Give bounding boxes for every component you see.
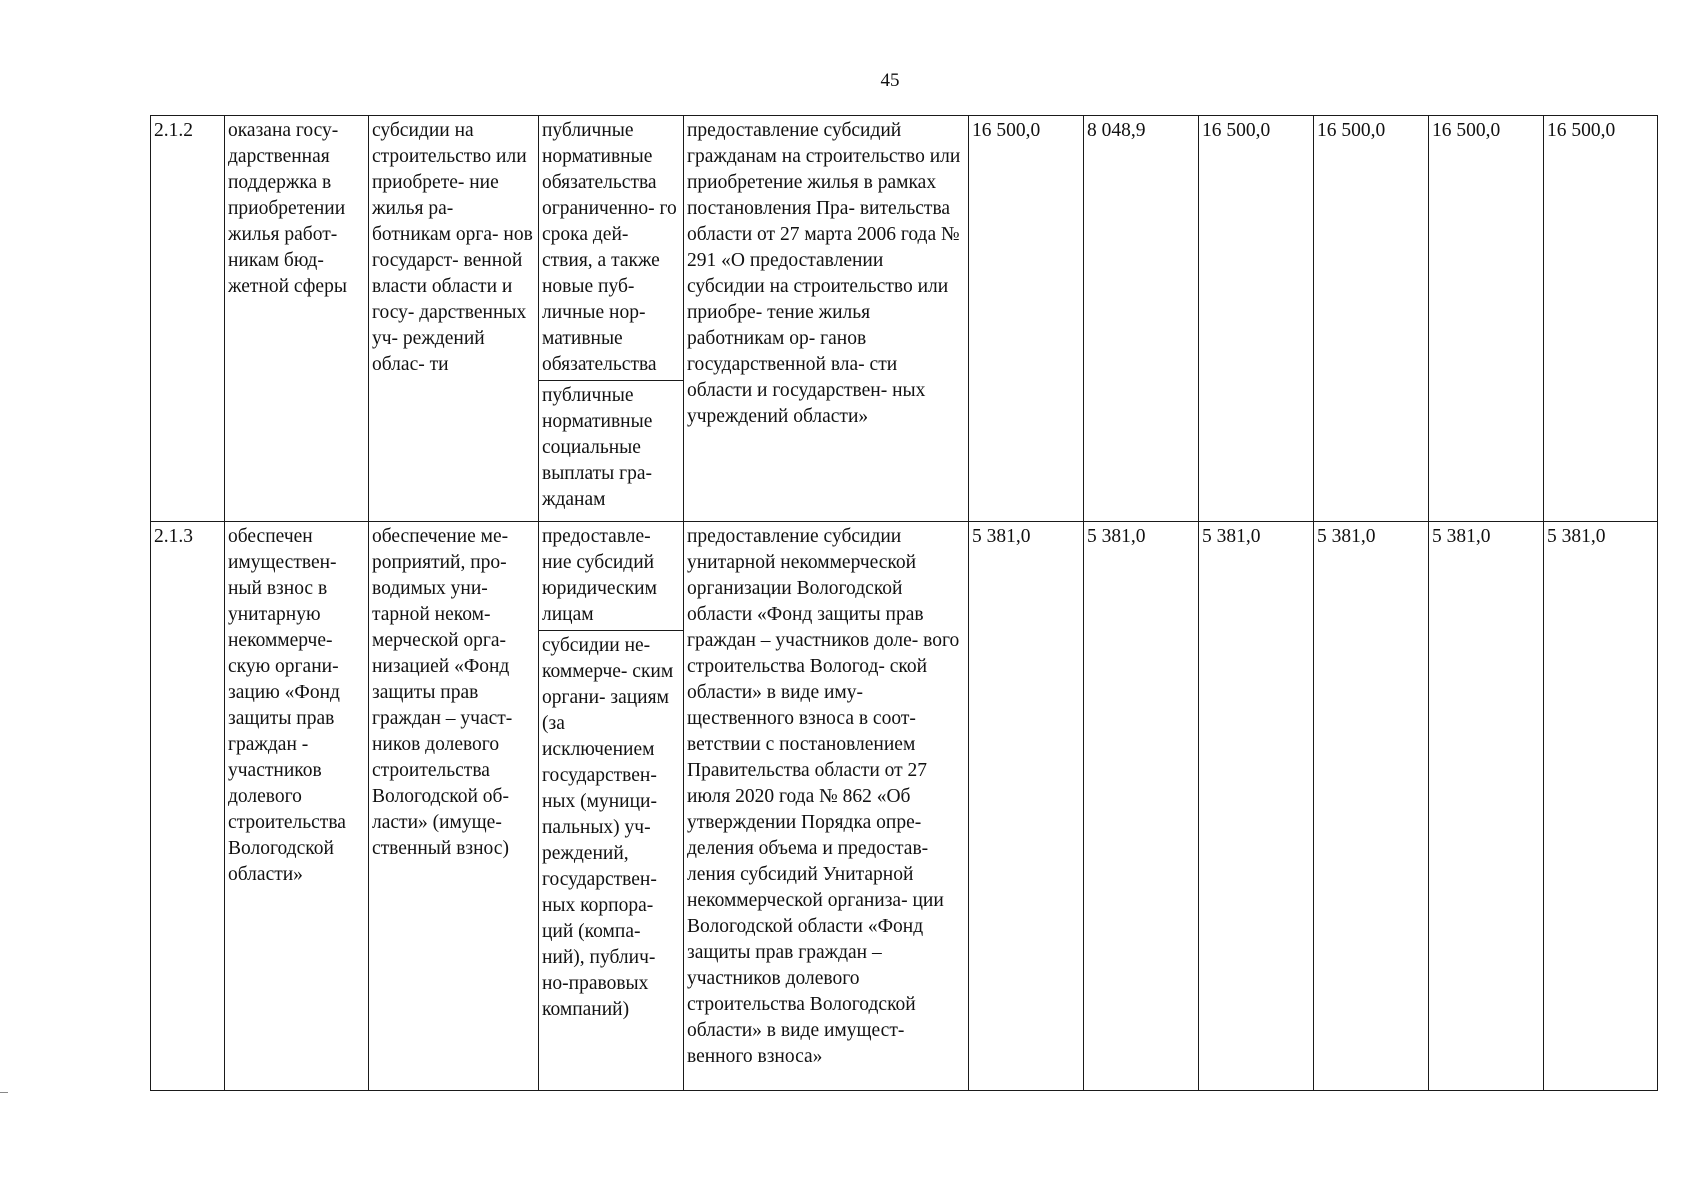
measure-cell: обеспечение ме- роприятий, про- водимых уни- тарной неком- мерческой орга- низацией «Фонд защиты прав граждан – участ- ников долевого строительства Вологодской об- ласти» (имуще- ственный взнос) (369, 521, 539, 1090)
table-row (151, 521, 1658, 630)
legal-basis-cell: предоставление субсидий гражданам на строительство или приобретение жилья в рамках постановления Пра- вительства области от 27 марта 2006 года № 291 «О предоставлении субсидии на строительство или приобре- тение жилья работникам ор- ганов государственной вла- сти области и государствен- ных учреждений области» (684, 116, 969, 522)
value-cell: 16 500,0 (1199, 116, 1314, 522)
result-cell: оказана госу- дарственная поддержка в приобретении жилья работ- никам бюд- жетной сферы (225, 116, 369, 522)
value-cell: 5 381,0 (1544, 521, 1658, 1090)
value-cell: 5 381,0 (1314, 521, 1429, 1090)
expense-type-cell: публичные нормативные обязательства ограниченно- го срока дей- ствия, а также новые пуб- личные нор- мативные обязательства (539, 116, 684, 381)
row-code: 2.1.3 (151, 521, 225, 1090)
value-cell: 5 381,0 (1429, 521, 1544, 1090)
value-cell: 16 500,0 (1314, 116, 1429, 522)
value-cell: 16 500,0 (1429, 116, 1544, 522)
value-cell: 5 381,0 (1199, 521, 1314, 1090)
value-cell: 16 500,0 (969, 116, 1084, 522)
result-cell: обеспечен имуществен- ный взнос в унитарную некоммерче- скую органи- зацию «Фонд защиты прав граждан - участников долевого строительства Вологодской области» (225, 521, 369, 1090)
measure-cell: субсидии на строительство или приобрете- ние жилья ра- ботникам орга- нов государст- венной власти области и госу- дарственных уч- реждений облас- ти (369, 116, 539, 522)
expense-type-cell: предоставле- ние субсидий юридическим лицам (539, 521, 684, 630)
program-measures-table (150, 115, 1658, 1091)
expense-subtype-cell: субсидии не- коммерче- ским органи- зациям (за исключением государствен- ных (муници- пальных) уч- реждений, государствен- ных корпора- ций (компа- ний), публич- но-правовых компаний) (539, 630, 684, 1090)
margin-mark (0, 1092, 8, 1093)
legal-basis-cell: предоставление субсидии унитарной некоммерческой организации Вологодской области «Фонд защиты прав граждан – участников доле- вого строительства Вологод- ской области» в виде иму- щественного взноса в соот- ветствии с постановлением Правительства области от 27 июля 2020 года № 862 «Об утверждении Порядка опре- деления объема и предостав- ления субсидий Унитарной некоммерческой организа- ции Вологодской области «Фонд защиты прав граждан – участников долевого строительства Вологодской области» в виде имущест- венного взноса» (684, 521, 969, 1090)
row-code: 2.1.2 (151, 116, 225, 522)
page-number: 45 (880, 70, 900, 91)
value-cell: 16 500,0 (1544, 116, 1658, 522)
value-cell: 5 381,0 (1084, 521, 1199, 1090)
value-cell: 5 381,0 (969, 521, 1084, 1090)
expense-subtype-cell: публичные нормативные социальные выплаты гра- жданам (539, 381, 684, 522)
table-row (151, 116, 1658, 381)
value-cell: 8 048,9 (1084, 116, 1199, 522)
